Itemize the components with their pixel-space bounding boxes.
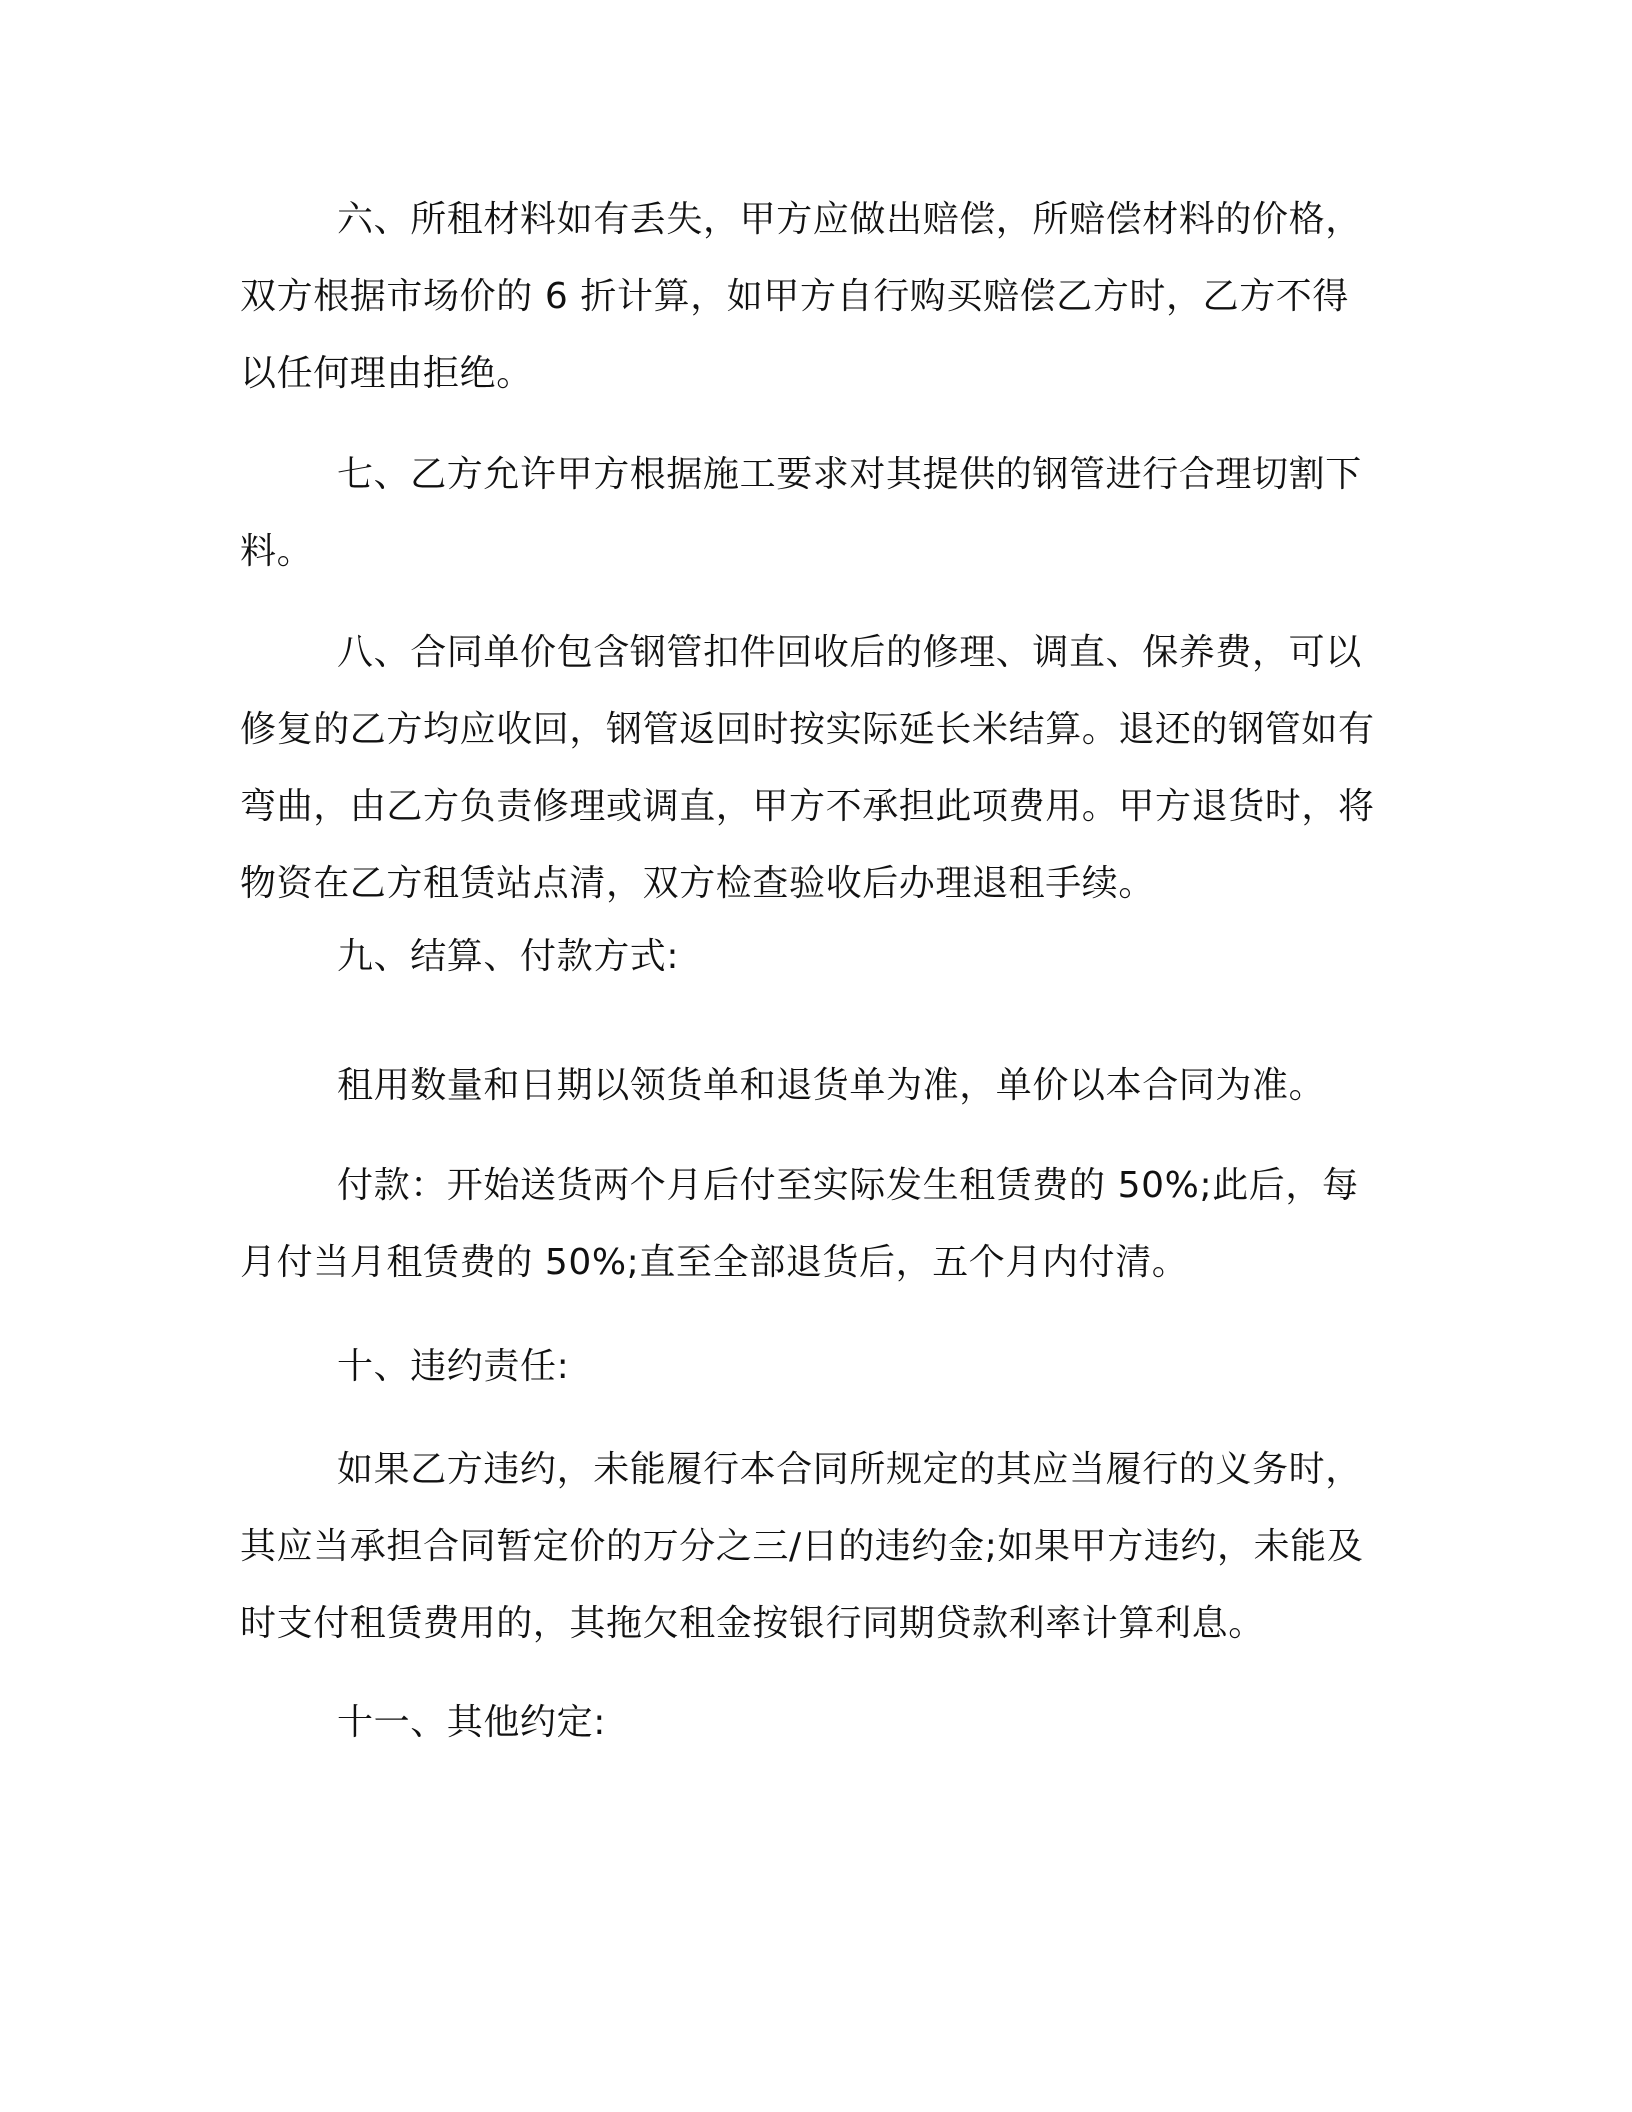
clause-9-quantity-paragraph: 租用数量和日期以领货单和退货单为准，单价以本合同为准。 xyxy=(337,1065,1326,1106)
clause-9-heading: 九、结算、付款方式: xyxy=(337,936,680,977)
clause-11-heading: 十一、其他约定: xyxy=(337,1702,606,1743)
clause-9-payment-paragraph: 付款：开始送货两个月后付至实际发生租赁费的 50%;此后，每月付当月租赁费的 50%;直至全部退货后，五个月内付清。 xyxy=(240,1165,1359,1283)
clause-10-heading: 十、违约责任: xyxy=(337,1346,570,1387)
clause-6-paragraph: 六、所租材料如有丢失，甲方应做出赔偿，所赔偿材料的价格，双方根据市场价的 6 折计算，如甲方自行购买赔偿乙方时，乙方不得以任何理由拒绝。 xyxy=(240,199,1362,394)
clause-7-paragraph: 七、乙方允许甲方根据施工要求对其提供的钢管进行合理切割下料。 xyxy=(240,454,1362,572)
clause-8-paragraph: 八、合同单价包含钢管扣件回收后的修理、调直、保养费，可以修复的乙方均应收回，钢管返回时按实际延长米结算。退还的钢管如有弯曲，由乙方负责修理或调直，甲方不承担此项费用。甲方退货时，将物资在乙方租赁站点清，双方检查验收后办理退租手续。 xyxy=(240,632,1375,904)
clause-10-penalty-paragraph: 如果乙方违约，未能履行本合同所规定的其应当履行的义务时，其应当承担合同暂定价的万分之三/日的违约金;如果甲方违约，未能及时支付租赁费用的，其拖欠租金按银行同期贷款利率计算利息。 xyxy=(240,1449,1364,1644)
